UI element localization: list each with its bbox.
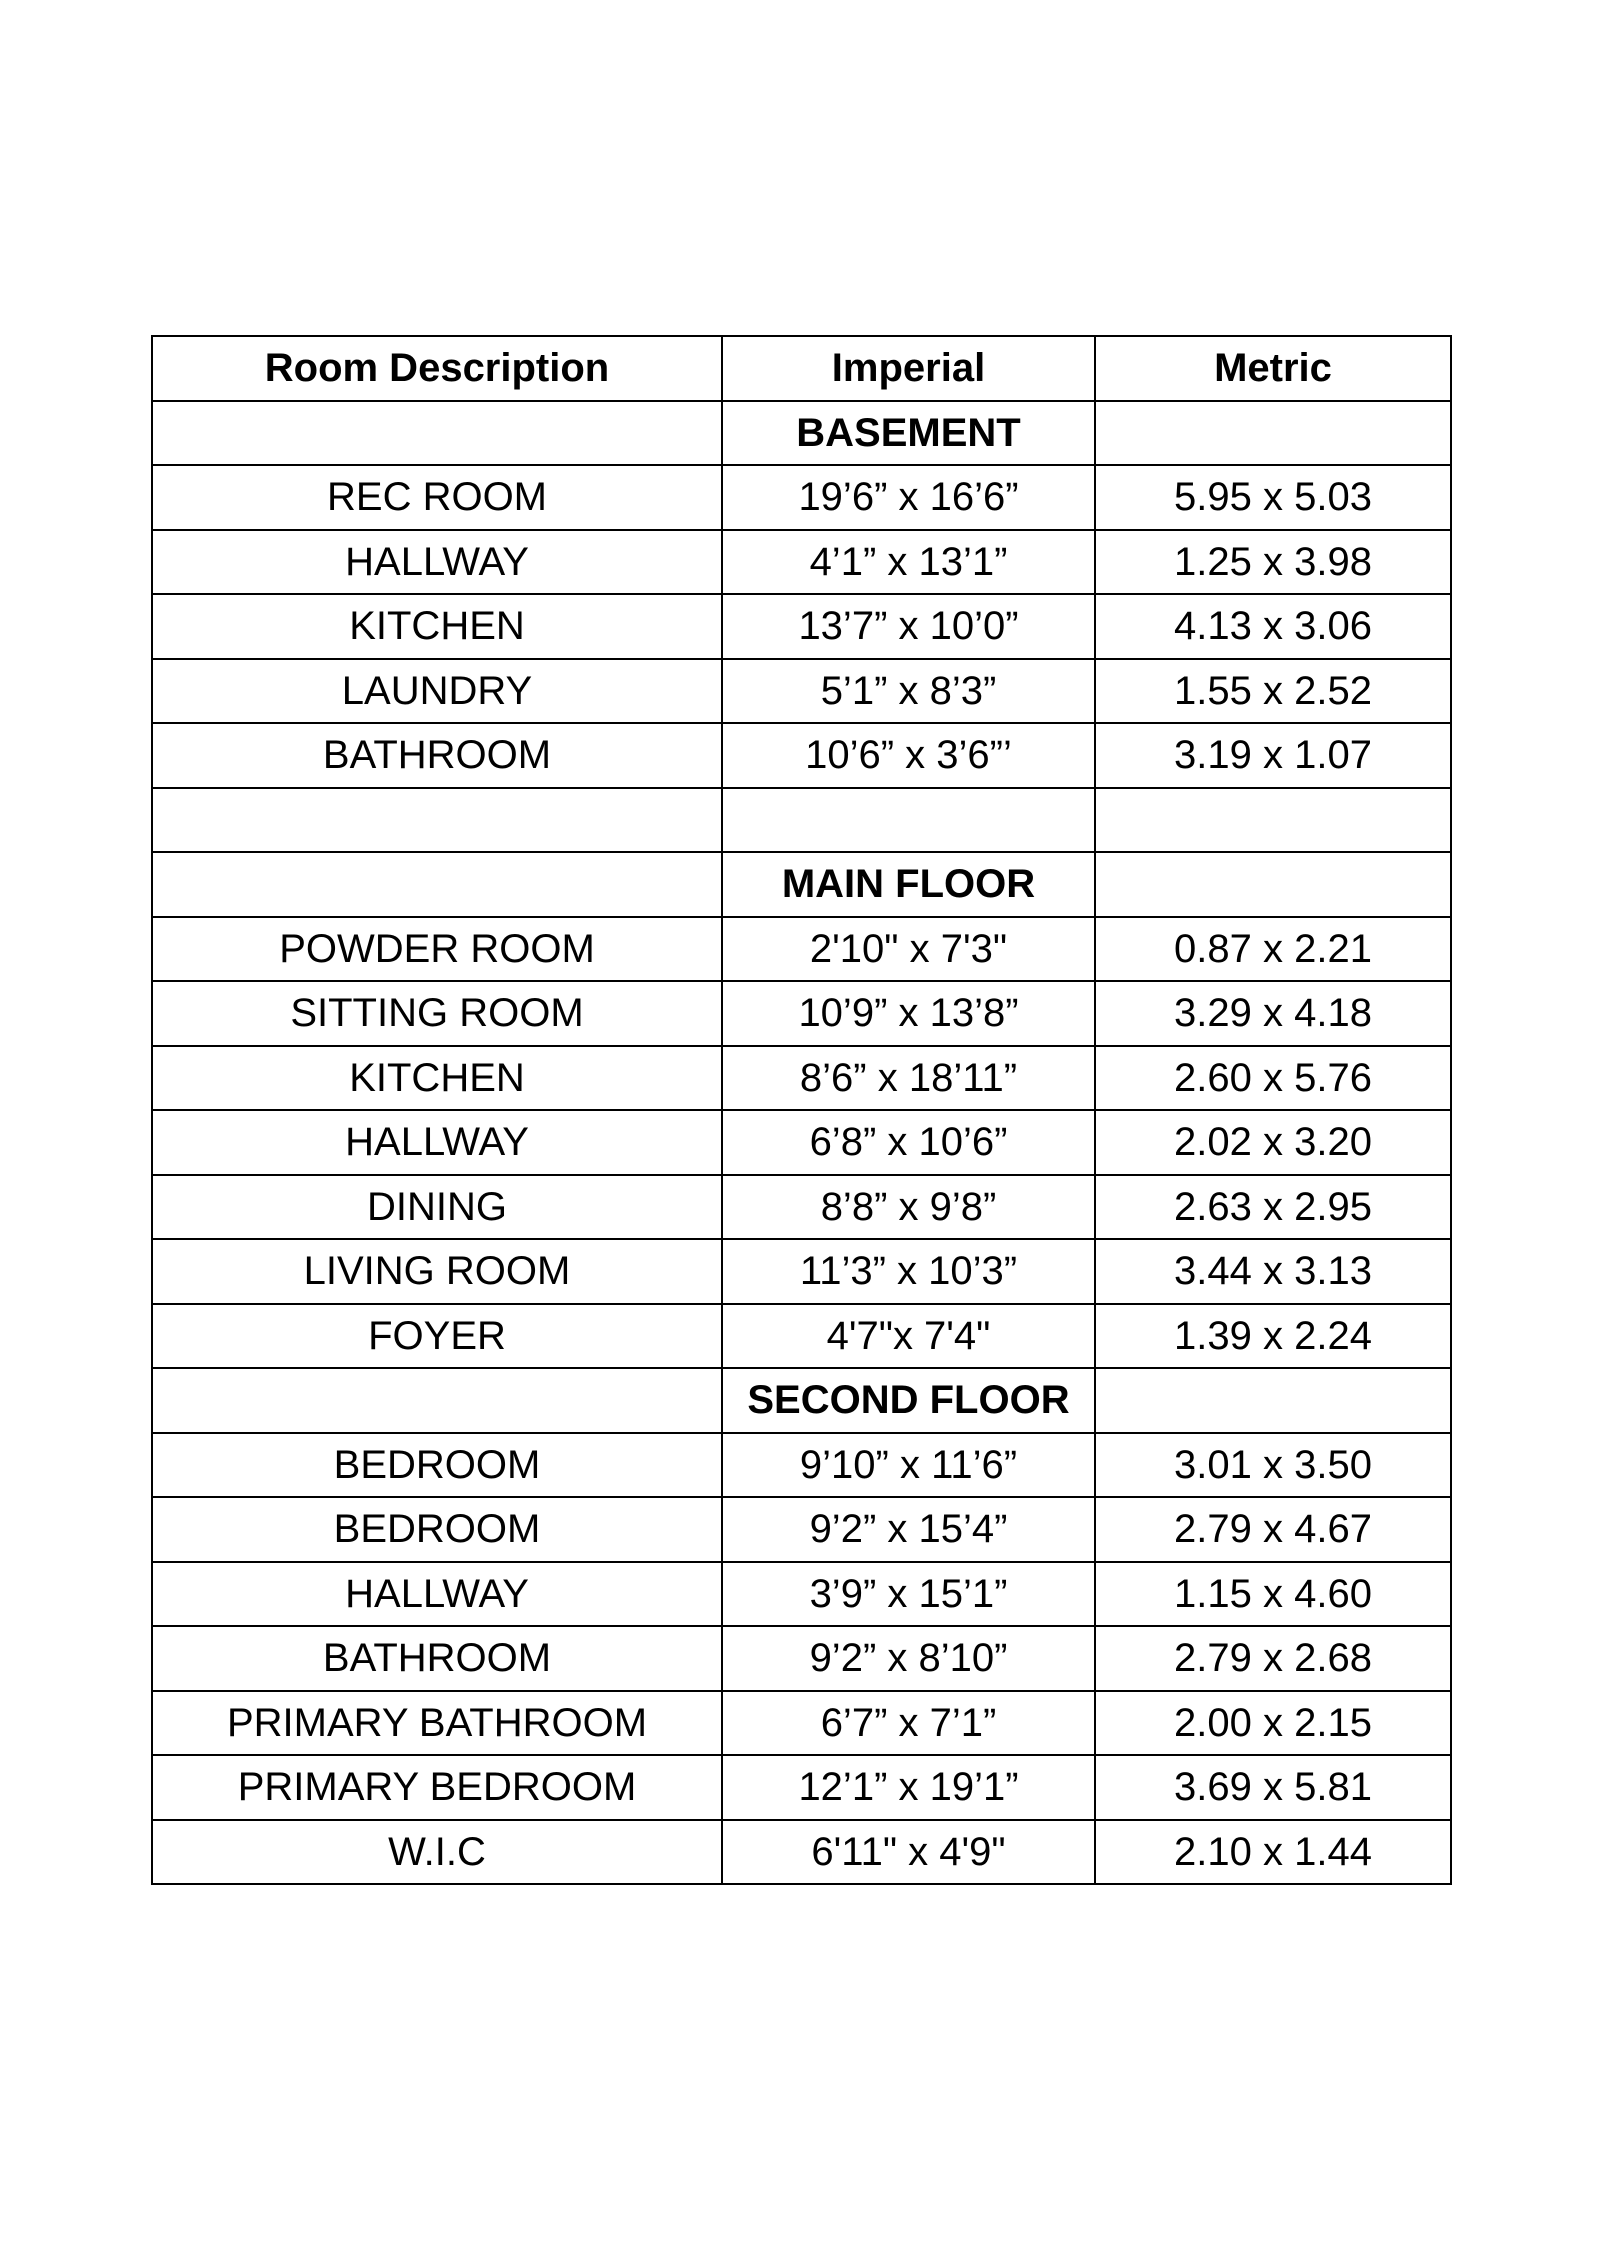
table-row bbox=[152, 1239, 1451, 1304]
section-row bbox=[152, 401, 1451, 466]
metric-cell: 3.19 x 1.07 bbox=[1095, 723, 1451, 788]
table-row bbox=[152, 1562, 1451, 1627]
metric-cell: 0.87 x 2.21 bbox=[1095, 917, 1451, 982]
table-row bbox=[152, 1175, 1451, 1240]
table-row bbox=[152, 1304, 1451, 1369]
room-description-cell bbox=[152, 401, 722, 466]
imperial-cell: 2'10" x 7'3" bbox=[722, 917, 1095, 982]
table-row bbox=[152, 981, 1451, 1046]
table-row bbox=[152, 1755, 1451, 1820]
section-title: MAIN FLOOR bbox=[722, 852, 1095, 917]
table-row bbox=[152, 659, 1451, 724]
table-row bbox=[152, 1626, 1451, 1691]
metric-cell: 2.79 x 4.67 bbox=[1095, 1497, 1451, 1562]
metric-cell: 5.95 x 5.03 bbox=[1095, 465, 1451, 530]
imperial-cell: 9’10” x 11’6” bbox=[722, 1433, 1095, 1498]
room-description-cell: KITCHEN bbox=[152, 1046, 722, 1111]
section-row bbox=[152, 1368, 1451, 1433]
room-description-cell: SITTING ROOM bbox=[152, 981, 722, 1046]
section-row bbox=[152, 852, 1451, 917]
table-row bbox=[152, 917, 1451, 982]
section-title: BASEMENT bbox=[722, 401, 1095, 466]
metric-cell: 2.63 x 2.95 bbox=[1095, 1175, 1451, 1240]
imperial-cell: 6'11" x 4'9" bbox=[722, 1820, 1095, 1885]
imperial-cell: 4’1” x 13’1” bbox=[722, 530, 1095, 595]
imperial-cell: 3’9” x 15’1” bbox=[722, 1562, 1095, 1627]
metric-cell: 2.00 x 2.15 bbox=[1095, 1691, 1451, 1756]
imperial-cell: 5’1” x 8’3” bbox=[722, 659, 1095, 724]
room-description-cell bbox=[152, 788, 722, 853]
table-header-row bbox=[152, 336, 1451, 401]
metric-cell: 3.69 x 5.81 bbox=[1095, 1755, 1451, 1820]
imperial-cell: 12’1” x 19’1” bbox=[722, 1755, 1095, 1820]
room-description-cell: BEDROOM bbox=[152, 1433, 722, 1498]
room-description-cell: PRIMARY BATHROOM bbox=[152, 1691, 722, 1756]
metric-cell: 2.10 x 1.44 bbox=[1095, 1820, 1451, 1885]
table-row bbox=[152, 465, 1451, 530]
room-description-cell: LAUNDRY bbox=[152, 659, 722, 724]
metric-cell: 2.79 x 2.68 bbox=[1095, 1626, 1451, 1691]
room-description-cell: LIVING ROOM bbox=[152, 1239, 722, 1304]
room-description-cell: DINING bbox=[152, 1175, 722, 1240]
metric-cell bbox=[1095, 401, 1451, 466]
imperial-cell: 13’7” x 10’0” bbox=[722, 594, 1095, 659]
imperial-cell: 8’8” x 9’8” bbox=[722, 1175, 1095, 1240]
header-room-description: Room Description bbox=[152, 336, 722, 401]
room-description-cell: BEDROOM bbox=[152, 1497, 722, 1562]
room-description-cell: BATHROOM bbox=[152, 723, 722, 788]
room-description-cell bbox=[152, 852, 722, 917]
table-row bbox=[152, 1046, 1451, 1111]
table-row bbox=[152, 1820, 1451, 1885]
header-imperial: Imperial bbox=[722, 336, 1095, 401]
table-row bbox=[152, 723, 1451, 788]
room-description-cell: PRIMARY BEDROOM bbox=[152, 1755, 722, 1820]
table-row bbox=[152, 1110, 1451, 1175]
imperial-cell: 6’8” x 10’6” bbox=[722, 1110, 1095, 1175]
imperial-cell: 11’3” x 10’3” bbox=[722, 1239, 1095, 1304]
room-description-cell: POWDER ROOM bbox=[152, 917, 722, 982]
imperial-cell: 10’6” x 3’6”’ bbox=[722, 723, 1095, 788]
metric-cell: 3.01 x 3.50 bbox=[1095, 1433, 1451, 1498]
room-description-cell: W.I.C bbox=[152, 1820, 722, 1885]
imperial-cell: 9’2” x 8’10” bbox=[722, 1626, 1095, 1691]
section-title: SECOND FLOOR bbox=[722, 1368, 1095, 1433]
table-row bbox=[152, 1691, 1451, 1756]
metric-cell bbox=[1095, 1368, 1451, 1433]
metric-cell: 1.15 x 4.60 bbox=[1095, 1562, 1451, 1627]
imperial-cell: 6’7” x 7’1” bbox=[722, 1691, 1095, 1756]
metric-cell: 3.29 x 4.18 bbox=[1095, 981, 1451, 1046]
imperial-cell: 8’6” x 18’11” bbox=[722, 1046, 1095, 1111]
metric-cell: 2.60 x 5.76 bbox=[1095, 1046, 1451, 1111]
room-description-cell: REC ROOM bbox=[152, 465, 722, 530]
metric-cell: 4.13 x 3.06 bbox=[1095, 594, 1451, 659]
imperial-cell bbox=[722, 788, 1095, 853]
table-row bbox=[152, 1433, 1451, 1498]
room-description-cell: FOYER bbox=[152, 1304, 722, 1369]
table-row bbox=[152, 530, 1451, 595]
room-description-cell bbox=[152, 1368, 722, 1433]
metric-cell: 1.39 x 2.24 bbox=[1095, 1304, 1451, 1369]
metric-cell: 2.02 x 3.20 bbox=[1095, 1110, 1451, 1175]
imperial-cell: 9’2” x 15’4” bbox=[722, 1497, 1095, 1562]
metric-cell bbox=[1095, 852, 1451, 917]
room-dimensions-table bbox=[151, 335, 1452, 1885]
room-description-cell: BATHROOM bbox=[152, 1626, 722, 1691]
blank-row bbox=[152, 788, 1451, 853]
metric-cell: 1.25 x 3.98 bbox=[1095, 530, 1451, 595]
table-body bbox=[152, 401, 1451, 1885]
table-row bbox=[152, 594, 1451, 659]
metric-cell: 3.44 x 3.13 bbox=[1095, 1239, 1451, 1304]
metric-cell bbox=[1095, 788, 1451, 853]
imperial-cell: 10’9” x 13’8” bbox=[722, 981, 1095, 1046]
room-description-cell: HALLWAY bbox=[152, 530, 722, 595]
room-description-cell: KITCHEN bbox=[152, 594, 722, 659]
table-row bbox=[152, 1497, 1451, 1562]
header-metric: Metric bbox=[1095, 336, 1451, 401]
metric-cell: 1.55 x 2.52 bbox=[1095, 659, 1451, 724]
room-description-cell: HALLWAY bbox=[152, 1562, 722, 1627]
room-description-cell: HALLWAY bbox=[152, 1110, 722, 1175]
imperial-cell: 4'7"x 7'4" bbox=[722, 1304, 1095, 1369]
imperial-cell: 19’6” x 16’6” bbox=[722, 465, 1095, 530]
